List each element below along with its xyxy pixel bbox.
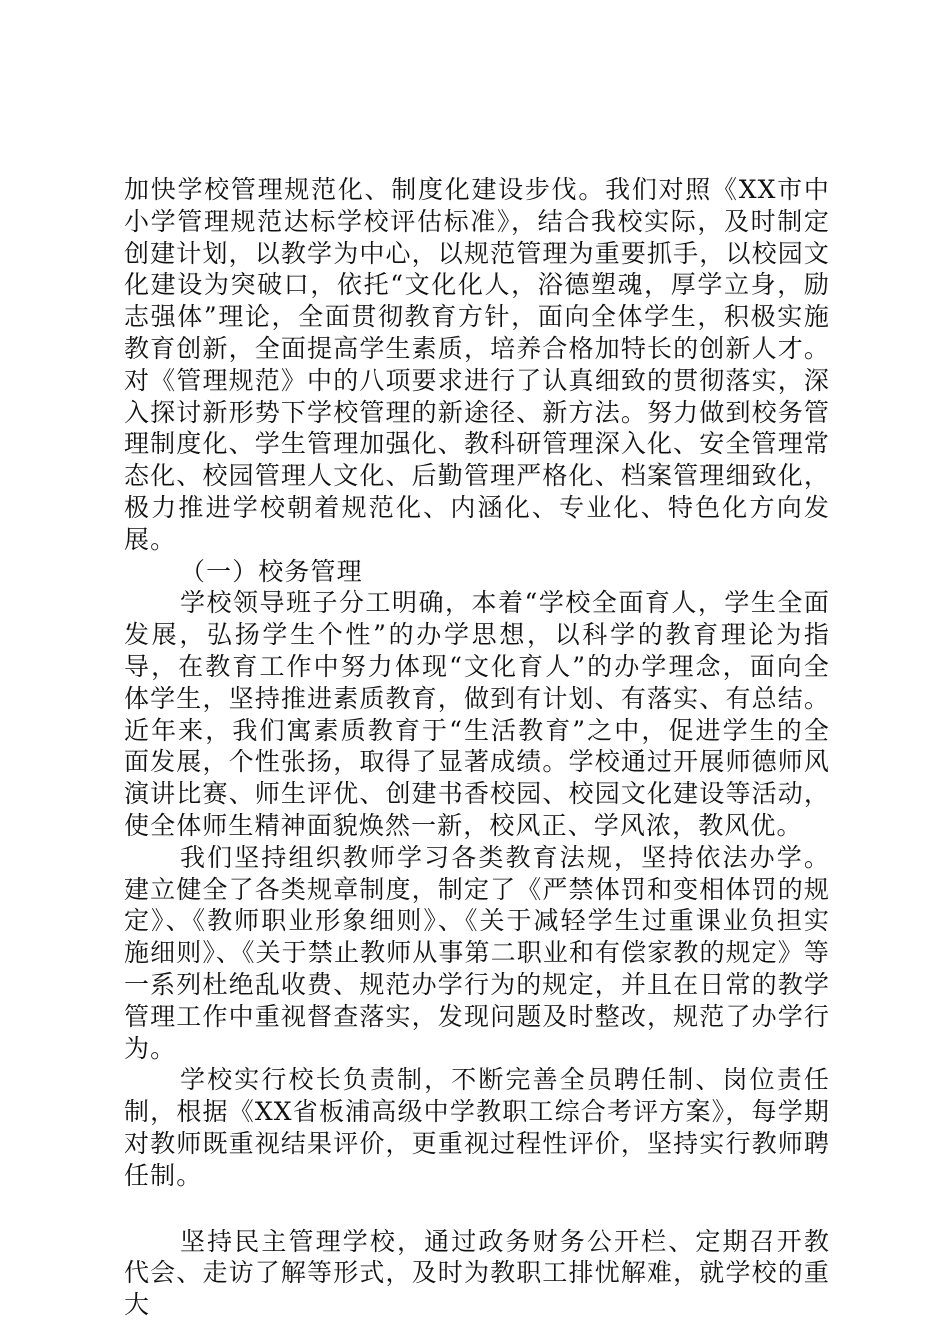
- paragraph-intro: 加快学校管理规范化、制度化建设步伐。我们对照《XX市中小学管理规范达标学校评估标准》，结合我校实际，及时制定创建计划，以教学为中心，以规范管理为重要抓手，以校园文化建设为突破口，依托“文化化人，浴德塑魂，厚学立身，励志强体”理论，全面贯彻教育方针，面向全体学生，积极实施教育创新，全面提高学生素质，培养合格加特长的创新人才。对《管理规范》中的八项要求进行了认真细致的贯彻落实，深入探讨新形势下学校管理的新途径、新方法。努力做到校务管理制度化、学生管理加强化、教科研管理深入化、安全管理常态化、校园管理人文化、后勤管理严格化、档案管理细致化，极力推进学校朝着规范化、内涵化、专业化、特色化方向发展。: [124, 175, 830, 554]
- paragraph-leadership: 学校领导班子分工明确，本着“学校全面育人，学生全面发展，弘扬学生个性”的办学思想，以科学的教育理论为指导，在教育工作中努力体现“文化育人”的办学理念，面向全体学生，坚持推进素质教育，做到有计划、有落实、有总结。近年来，我们寓素质教育于“生活教育”之中，促进学生的全面发展，个性张扬，取得了显著成绩。学校通过开展师德师风演讲比赛、师生评优、创建书香校园、校园文化建设等活动，使全体师生精神面貌焕然一新，校风正、学风浓，教风优。: [124, 588, 830, 840]
- document-body: [124, 174, 830, 1321]
- paragraph-gap: [124, 1192, 830, 1226]
- section-heading: （一）校务管理: [180, 556, 363, 586]
- paragraph-regulations: 我们坚持组织教师学习各类教育法规，坚持依法办学。建立健全了各类规章制度，制定了《严禁体罚和变相体罚的规定》、《教师职业形象细则》、《关于减轻学生过重课业负担实施细则》、《关于禁止教师从事第二职业和有偿家教的规定》等一系列杜绝乱收费、规范办学行为的规定，并且在日常的教学管理工作中重视督查落实，发现问题及时整改，规范了办学行为。: [124, 842, 830, 1063]
- paragraph-principal-responsibility: 学校实行校长负责制，不断完善全员聘任制、岗位责任制，根据《XX省板浦高级中学教职工综合考评方案》，每学期对教师既重视结果评价，更重视过程性评价，坚持实行教师聘任制。: [124, 1065, 830, 1190]
- paragraph-democratic-management: 坚持民主管理学校，通过政务财务公开栏、定期召开教代会、走访了解等形式，及时为教职工排忧解难，就学校的重大: [124, 1226, 830, 1320]
